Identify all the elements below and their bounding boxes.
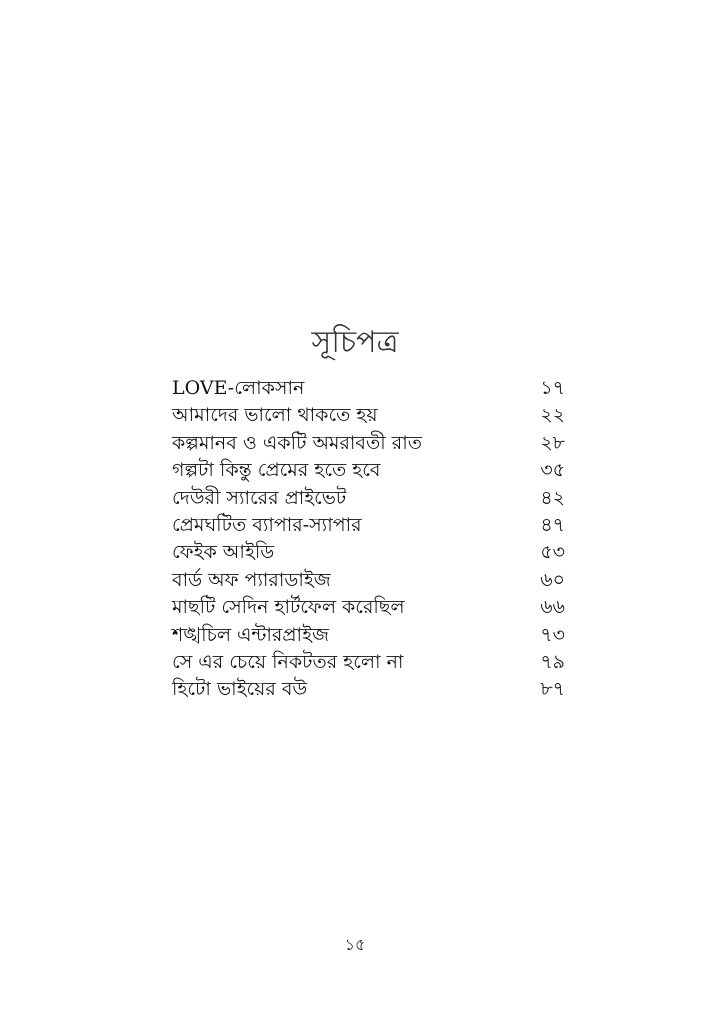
toc-entry-page: ২৮ xyxy=(540,431,565,454)
toc-entry-page: ১৭ xyxy=(540,377,565,399)
toc-list xyxy=(172,375,565,704)
toc-entry-page: ৭৯ xyxy=(540,650,565,673)
toc-entry xyxy=(172,512,565,539)
toc-entry-title: LOVE-লোকসান xyxy=(172,377,305,399)
toc-entry-page: ৬০ xyxy=(540,568,565,591)
toc-heading: সূচিপত্র xyxy=(311,325,399,360)
toc-entry xyxy=(172,622,565,649)
toc-entry-title: আমাদের ভালো থাকতে হয় xyxy=(172,404,378,427)
toc-entry-title: সে এর চেয়ে নিকটতর হলো না xyxy=(172,650,404,673)
toc-entry-page: ২২ xyxy=(540,404,565,427)
toc-entry-title: মাছটি সেদিন হার্টফেল করেছিল xyxy=(172,596,405,619)
toc-entry-page: ৪৭ xyxy=(540,513,565,536)
toc-entry xyxy=(172,485,565,512)
toc-entry-title: গল্পটা কিন্তু প্রেমের হতে হবে xyxy=(172,459,381,482)
toc-entry-page: ৪২ xyxy=(540,486,565,509)
toc-entry-title: কল্পমানব ও একটি অমরাবতী রাত xyxy=(172,431,422,454)
toc-entry xyxy=(172,649,565,676)
toc-entry-page: ৩৫ xyxy=(540,459,565,482)
toc-entry xyxy=(172,375,565,402)
toc-entry xyxy=(172,676,565,703)
toc-entry-page: ৭৩ xyxy=(540,623,565,646)
toc-entry-title: হিটো ভাইয়ের বউ xyxy=(172,678,308,701)
toc-entry xyxy=(172,594,565,621)
toc-entry-title: বার্ড অফ প্যারাডাইজ xyxy=(172,568,331,591)
toc-entry-page: ৮৭ xyxy=(540,678,565,701)
toc-entry-title: প্রেমঘটিত ব্যাপার-স্যাপার xyxy=(172,513,362,536)
toc-entry xyxy=(172,567,565,594)
toc-entry-title: ফেইক আইডি xyxy=(172,541,275,564)
toc-entry-title: দেউরী স্যারের প্রাইভেট xyxy=(172,486,347,509)
toc-entry-page: ৬৬ xyxy=(540,596,565,619)
toc-entry-title: শঙ্খচিল এন্টারপ্রাইজ xyxy=(172,623,329,646)
toc-entry xyxy=(172,430,565,457)
page-number: ১৫ xyxy=(344,935,366,954)
toc-entry xyxy=(172,539,565,566)
toc-entry xyxy=(172,402,565,429)
toc-entry xyxy=(172,457,565,484)
toc-entry-page: ৫৩ xyxy=(540,541,565,564)
